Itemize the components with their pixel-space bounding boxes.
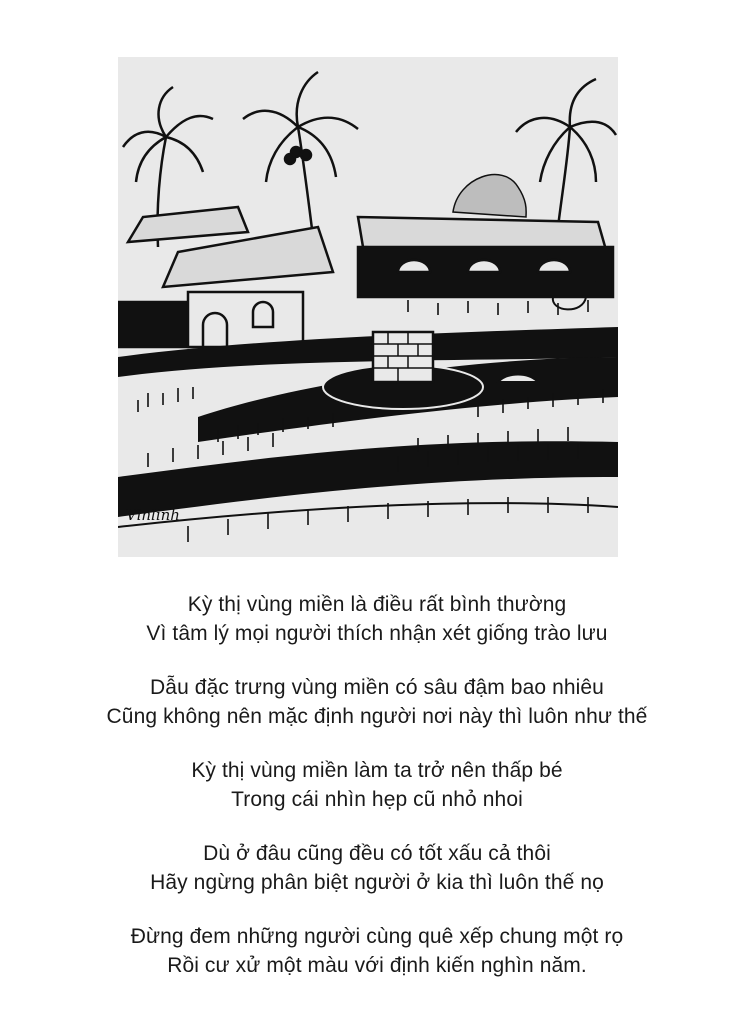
poem-line: Cũng không nên mặc định người nơi này thì luôn như thế [106,705,648,728]
poem-line: Vì tâm lý mọi người thích nhận xét giống trào lưu [146,622,608,645]
house-right [358,217,613,297]
stanza-3 [0,756,754,814]
poem-line: Dù ở đâu cũng đều có tốt xấu cả thôi [203,842,551,865]
poem-line: Rồi cư xử một màu với định kiến nghìn năm. [167,954,587,977]
poem [0,590,754,1005]
artist-signature: Vinlinh [126,506,180,524]
poem-line: Hãy ngừng phân biệt người ở kia thì luôn thế nọ [150,871,604,894]
village-drawing [118,57,618,557]
poem-line: Kỳ thị vùng miền là điều rất bình thường [187,593,567,616]
poem-line: Trong cái nhìn hẹp cũ nhỏ nhoi [231,788,523,811]
village-artwork [118,57,618,557]
stanza-2 [0,673,754,731]
stanza-1 [0,590,754,648]
poem-line: Đừng đem những người cùng quê xếp chung một rọ [130,925,624,948]
stanza-5 [0,922,754,980]
poem-line: Dẫu đặc trưng vùng miền có sâu đậm bao nhiêu [150,676,604,699]
stanza-4 [0,839,754,897]
poem-line: Kỳ thị vùng miền làm ta trở nên thấp bé [191,759,563,782]
brick-well [373,332,433,382]
